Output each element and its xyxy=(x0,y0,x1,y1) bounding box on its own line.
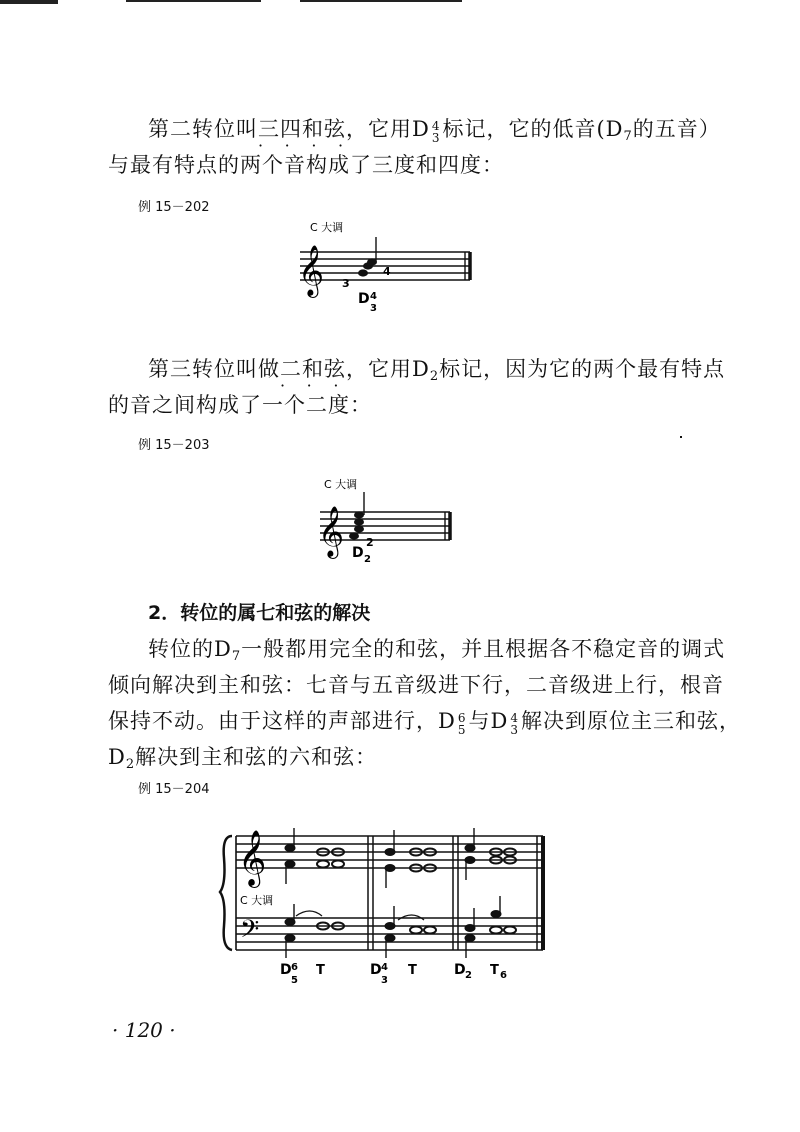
example-202-staff xyxy=(290,215,480,320)
interval-2: 2 xyxy=(366,536,374,549)
top-rule-left xyxy=(0,0,58,4)
para2-sub: 2 xyxy=(429,369,440,384)
para1-text-c: 的五音） xyxy=(632,117,721,141)
key-label-203: C 大调 xyxy=(324,478,358,491)
example-204-label: 例 15－204 xyxy=(138,782,210,797)
resolution-1: T xyxy=(316,963,325,978)
measure-1-notes xyxy=(285,828,344,958)
measure-2-notes xyxy=(385,830,436,958)
chord-1-main: D xyxy=(280,962,292,978)
para3-fraction-1 xyxy=(458,712,467,736)
para2-text-b: 标记，因为它的两个最有特点 xyxy=(439,357,726,381)
example-203-staff xyxy=(312,470,462,570)
para3-line4 xyxy=(108,740,377,782)
treble-clef-icon: 𝄞 xyxy=(318,506,345,557)
chord-3-main: D xyxy=(454,962,466,978)
para2-line2: 的音之间构成了一个二度： xyxy=(108,393,372,417)
resolution-3-sub: 6 xyxy=(500,970,507,981)
chord-symbol-main: D xyxy=(358,291,370,307)
para2-text-a: 第三转位叫做二和弦，它用D xyxy=(148,357,430,381)
bass-clef-icon: 𝄢 xyxy=(240,915,260,950)
chord-1-bottom: 5 xyxy=(291,975,298,986)
chord-symbol-top: 4 xyxy=(370,291,377,302)
para3-sub-4: 2 xyxy=(125,757,136,772)
interval-3: 3 xyxy=(342,277,350,290)
resolution-3: T xyxy=(490,963,499,978)
treble-clef-icon: 𝄞 xyxy=(298,245,325,296)
chord-symbol-bottom: 3 xyxy=(370,303,377,314)
measure-3-notes xyxy=(465,828,516,958)
chord-notes xyxy=(358,237,377,277)
para3-text-a: 转位的D xyxy=(148,637,232,661)
example-202-label: 例 15－202 xyxy=(138,200,210,215)
chord-symbol-3 xyxy=(454,962,507,981)
frac-bottom: 5 xyxy=(457,723,467,737)
para3-line2: 倾向解决到主和弦：七音与五音级进下行，二音级进上行，根音 xyxy=(108,673,724,697)
chord-2-main: D xyxy=(370,962,382,978)
para3-sub: 7 xyxy=(231,649,242,664)
example-204-grand-staff xyxy=(218,818,558,993)
frac-top: 6 xyxy=(457,711,467,725)
para3-text-3b: 与D xyxy=(468,709,509,733)
brace xyxy=(220,836,232,950)
treble-clef-icon: 𝄞 xyxy=(238,830,267,886)
para1-text-b: 标记，它的低音(D xyxy=(442,117,624,141)
para1-text-a: 第二转位叫三四和弦，它用D xyxy=(148,117,430,141)
para3-text-4b: 解决到主和弦的六和弦： xyxy=(135,745,378,769)
chord-2-top: 4 xyxy=(381,962,388,973)
para1-sub: 7 xyxy=(623,129,633,144)
chord-symbol-1 xyxy=(280,962,325,986)
para3-text-3a: 保持不动。由于这样的声部进行，D xyxy=(108,709,456,733)
para1-line2: 与最有特点的两个音构成了三度和四度： xyxy=(108,153,504,177)
chord-symbol-sub: 2 xyxy=(364,554,371,565)
para3-text-b: 一般都用完全的和弦，并且根据各不稳定音的调式 xyxy=(241,637,726,661)
chord-symbol-2 xyxy=(370,962,417,986)
section-heading: 2．转位的属七和弦的解决 xyxy=(148,602,371,624)
page-number: · 120 · xyxy=(112,1018,176,1042)
chord-3-top: 2 xyxy=(465,970,472,981)
para3-text-4a: D xyxy=(108,745,126,769)
chord-1-top: 6 xyxy=(291,962,298,973)
para3-text-3c: 解决到原位主三和弦， xyxy=(520,709,741,733)
key-label-202: C 大调 xyxy=(310,221,344,234)
top-rule-right xyxy=(300,0,462,2)
example-203-label: 例 15－203 xyxy=(138,438,210,453)
key-label-204: C 大调 xyxy=(240,894,274,907)
emphasis-dots-1: · · · · xyxy=(258,136,354,155)
chord-symbol-main: D xyxy=(352,545,364,561)
frac-bottom: 3 xyxy=(510,723,519,737)
frac-bottom: 3 xyxy=(431,131,441,145)
frac-top: 4 xyxy=(431,119,441,133)
para3-line3 xyxy=(108,704,741,739)
para1-fraction xyxy=(432,120,441,144)
top-rule-middle xyxy=(126,0,261,2)
para3-fraction-2 xyxy=(510,712,519,736)
interval-4: 4 xyxy=(383,265,391,278)
stray-dot xyxy=(680,436,682,438)
resolution-2: T xyxy=(408,963,417,978)
emphasis-dots-2: · · · xyxy=(280,376,349,395)
chord-2-bottom: 3 xyxy=(381,975,388,986)
frac-top: 4 xyxy=(510,711,519,725)
